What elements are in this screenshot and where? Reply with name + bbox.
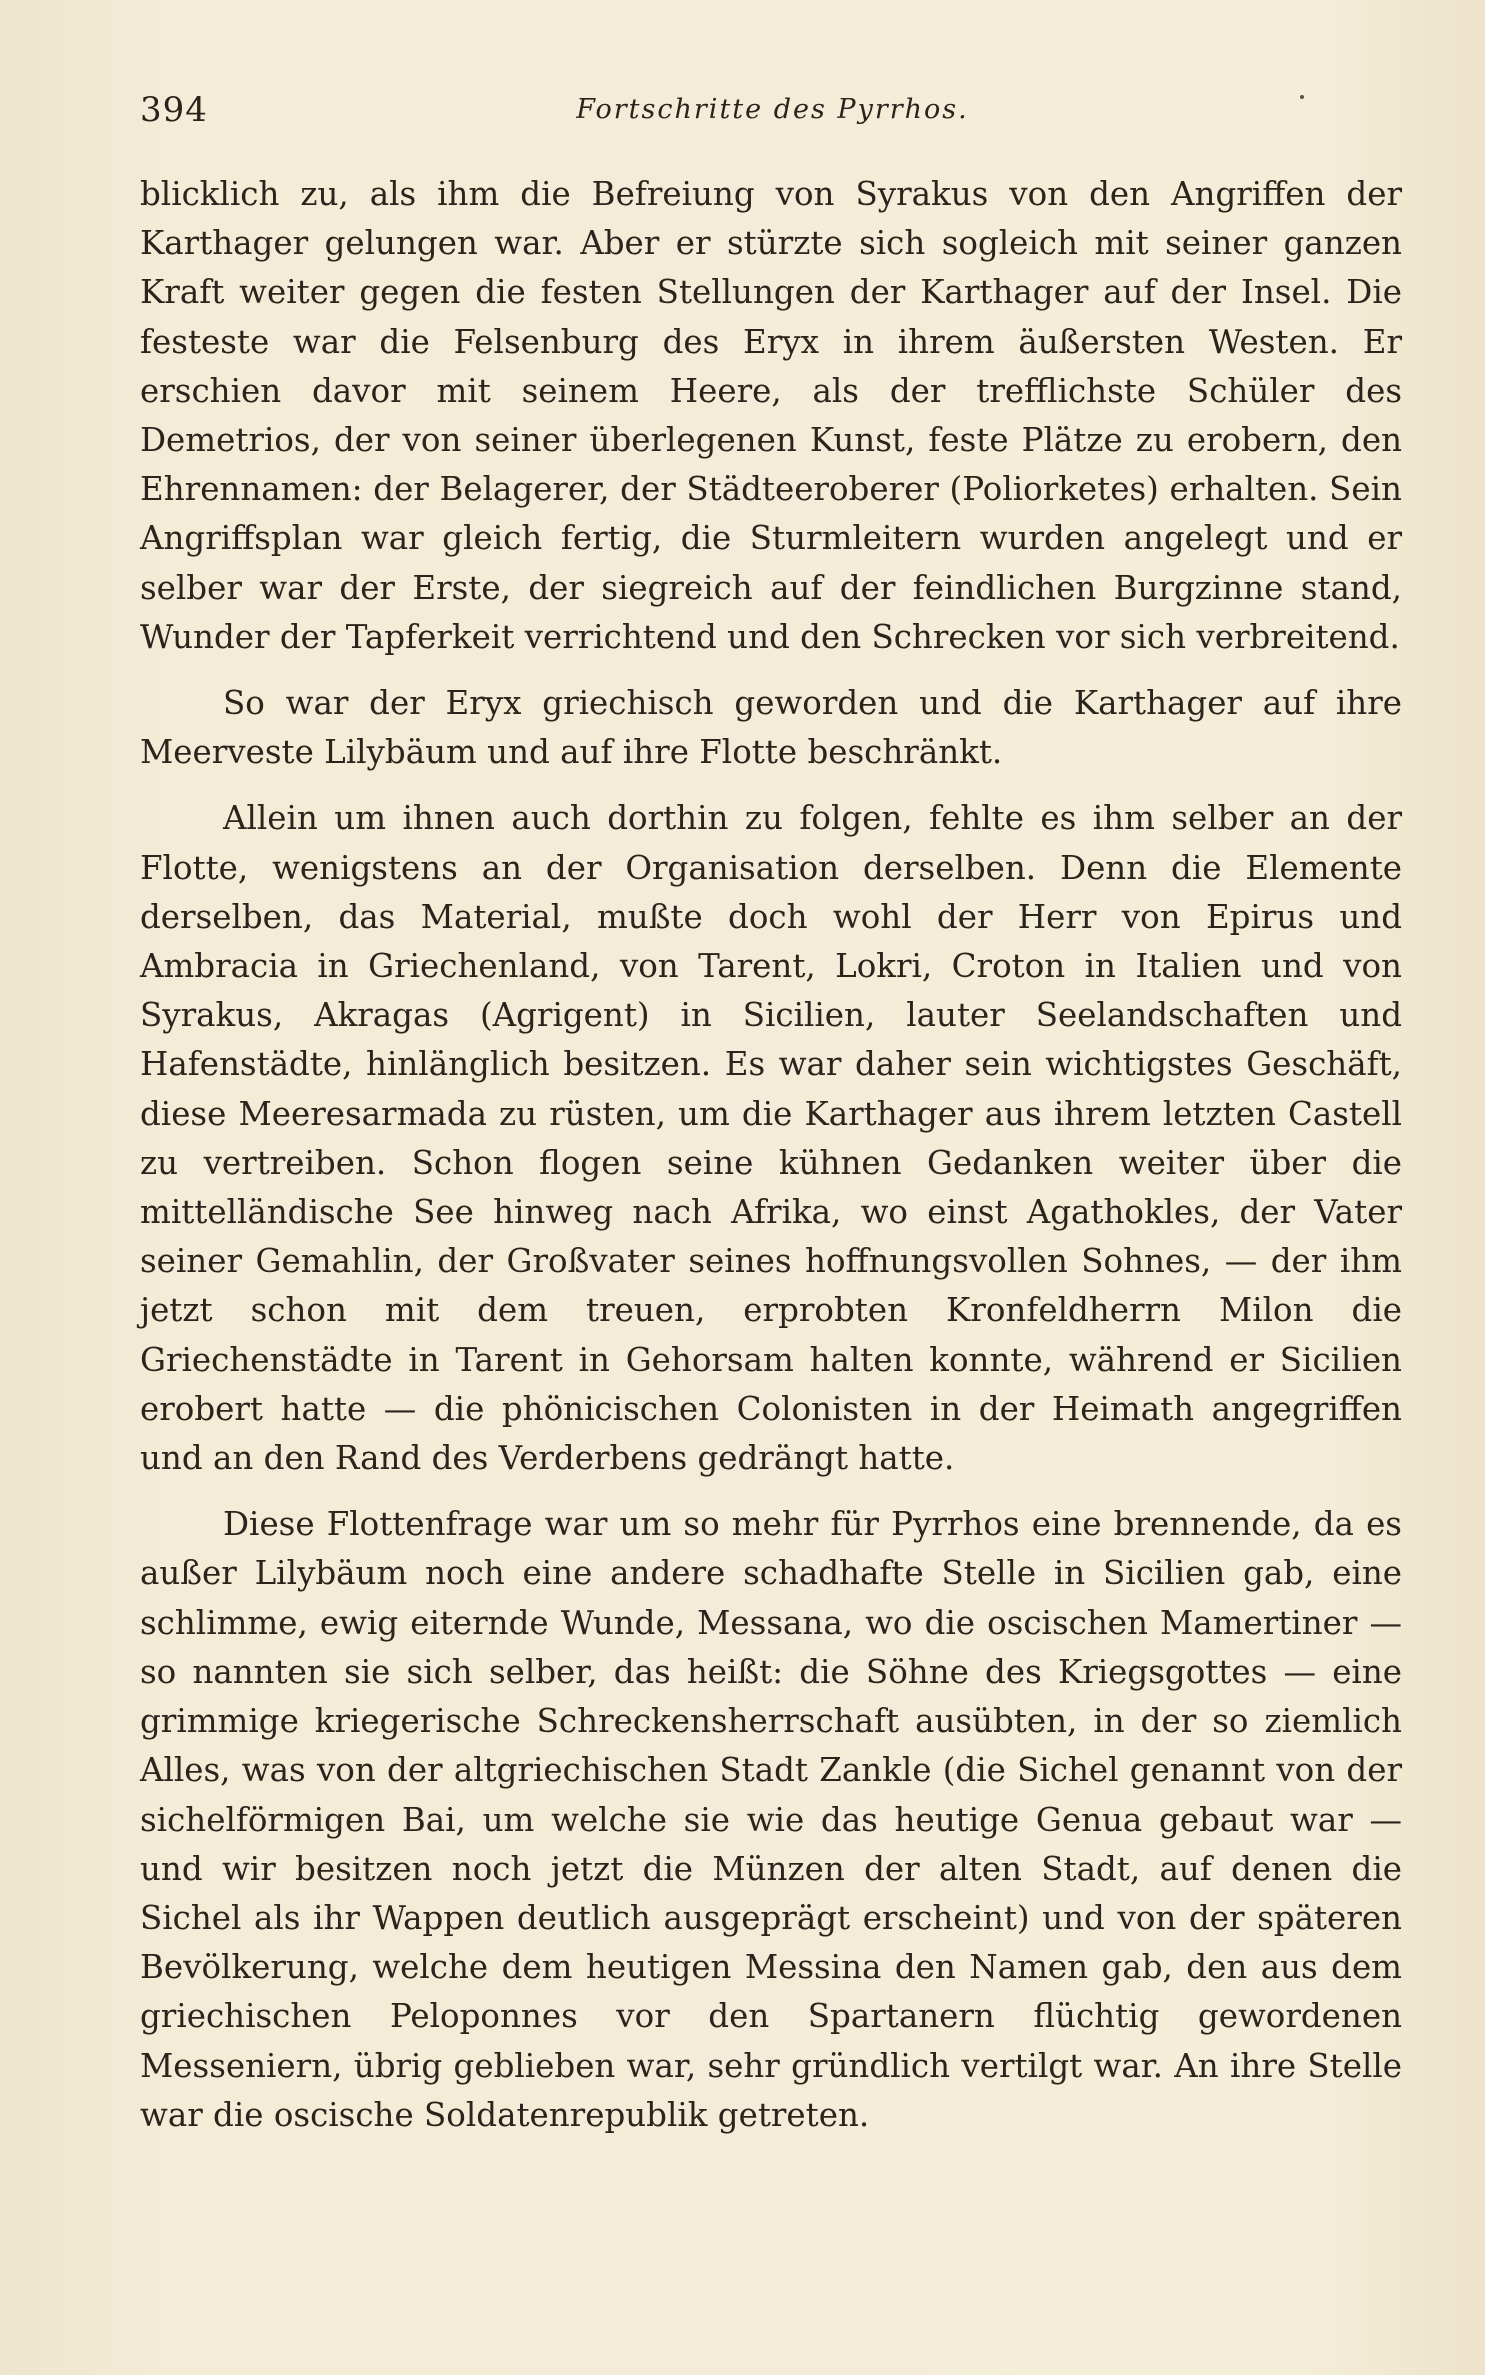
paragraph-4: Diese Flottenfrage war um so mehr für Pyrrhos eine brennende, da es außer Lilybäum noch eine andere schadhafte Stelle in Sicilien gab, eine schlimme, ewig eiternde Wunde, Messana, wo die oscischen Mamertiner — so nannten sie sich selber, das heißt: die Söhne des Kriegsgottes — eine grimmige kriegerische Schreckensherrschaft ausübten, in der so ziemlich Alles, was von der altgriechischen Stadt Zankle (die Sichel genannt von der sichelförmigen Bai, um welche sie wie das heutige Genua gebaut war — und wir besitzen noch jetzt die Münzen der alten Stadt, auf denen die Sichel als ihr Wappen deutlich ausgeprägt erscheint) und von der späteren Bevölkerung, welche dem heutigen Messina den Namen gab, den aus dem griechischen Peloponnes vor den Spartanern flüchtig gewordenen Messeniern, übrig geblieben war, sehr gründlich vertilgt war. An ihre Stelle war die oscische Soldatenrepublik getreten. (140, 1505, 1402, 2134)
body-text (140, 170, 1402, 2157)
paragraph-2: So war der Eryx griechisch geworden und die Karthager auf ihre Meerveste Lilybäum und auf ihre Flotte beschränkt. (140, 684, 1402, 772)
speck-mark (1300, 95, 1304, 99)
paragraph-3: Allein um ihnen auch dorthin zu folgen, fehlte es ihm selber an der Flotte, wenigstens an der Organisation derselben. Denn die Elemente derselben, das Material, mußte doch wohl der Herr von Epirus und Ambracia in Griechenland, von Tarent, Lokri, Croton in Italien und von Syrakus, Akragas (Agrigent) in Sicilien, lauter Seelandschaften und Hafenstädte, hinlänglich besitzen. Es war daher sein wichtigstes Geschäft, diese Meeresarmada zu rüsten, um die Karthager aus ihrem letzten Castell zu vertreiben. Schon flogen seine kühnen Gedanken weiter über die mittelländische See hinweg nach Afrika, wo einst Agathokles, der Vater seiner Gemahlin, der Großvater seines hoffnungsvollen Sohnes, — der ihm jetzt schon mit dem treuen, erprobten Kronfeldherrn Milon die Griechenstädte in Tarent in Gehorsam halten konnte, während er Sicilien erobert hatte — die phönicischen Colonisten in der Heimath angegriffen und an den Rand des Verderbens gedrängt hatte. (140, 799, 1402, 1478)
running-title: Fortschritte des Pyrrhos. (576, 94, 969, 125)
paragraph-1: blicklich zu, als ihm die Befreiung von Syrakus von den Angriffen der Karthager gelungen war. Aber er stürzte sich sogleich mit seiner ganzen Kraft weiter gegen die festen Stellungen der Karthager auf der Insel. Die festeste war die Felsenburg des Eryx in ihrem äußersten Westen. Er erschien davor mit seinem Heere, als der trefflichste Schüler des Demetrios, der von seiner überlegenen Kunst, feste Plätze zu erobern, den Ehrennamen: der Belagerer, der Städteeroberer (Poliorketes) erhalten. Sein Angriffsplan war gleich fertig, die Sturmleitern wurden angelegt und er selber war der Erste, der siegreich auf der feindlichen Burgzinne stand, Wunder der Tapferkeit verrichtend und den Schrecken vor sich verbreitend. (140, 175, 1402, 656)
page-number: 394 (140, 90, 208, 130)
page-header (140, 90, 1405, 140)
